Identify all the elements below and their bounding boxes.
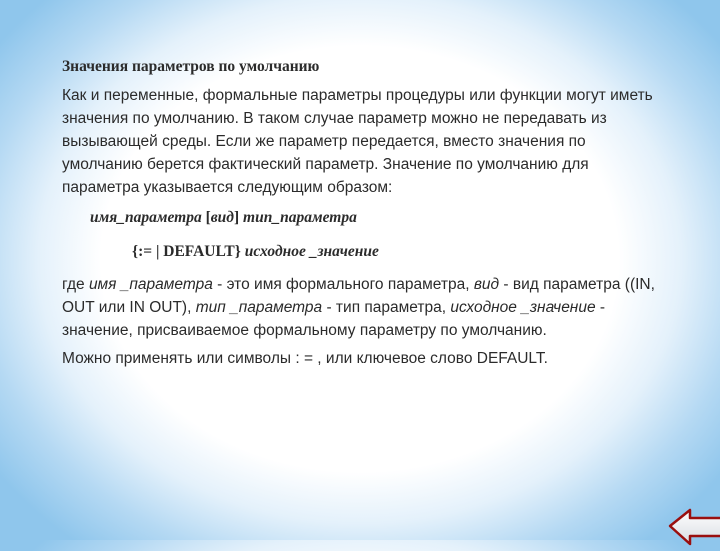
explanation-paragraph — [62, 273, 662, 342]
explanation-text-4: - тип параметра, — [322, 299, 451, 316]
syntax-mode-close: ] — [234, 209, 244, 226]
syntax-default-value: исходное _значение — [244, 243, 379, 260]
syntax-param-type: тип_параметра — [243, 209, 357, 226]
explanation-term-1: имя _параметра — [88, 276, 213, 293]
syntax-assign: {:= | DEFAULT} — [132, 243, 241, 260]
slide-heading: Значения параметров по умолчанию — [62, 58, 320, 75]
explanation-term-2: вид — [473, 276, 500, 293]
slide-content — [62, 56, 662, 370]
syntax-param-name: имя_параметра — [90, 209, 202, 226]
intro-paragraph: Как и переменные, формальные параметры процедуры или функции могут иметь значения по умолчанию. В таком случае параметр можно не передавать из вызывающей среды. Если же параметр передается, вместо значения по умолчанию берется фактический параметр. Значение по умолчанию для параметра указывается следующим образом: — [62, 87, 653, 196]
explanation-text-5: - значение, присваиваемое формальному параметру по умолчанию. — [62, 299, 606, 339]
explanation-text-3: - вид параметра ((IN, OUT или IN OUT), — [62, 276, 655, 316]
back-button[interactable] — [668, 508, 720, 546]
explanation-term-4: исходное _значение — [450, 299, 596, 316]
syntax-mode: вид — [210, 209, 234, 226]
explanation-text-2: - это имя формального параметра, — [212, 276, 474, 293]
explanation-text-1: где — [62, 276, 89, 293]
syntax-line-2 — [132, 241, 662, 263]
syntax-line-1 — [90, 207, 662, 229]
syntax-mode-open: [ — [201, 209, 211, 226]
explanation-term-3: тип _параметра — [195, 299, 323, 316]
closing-paragraph: Можно применять или символы : = , или ключевое слово DEFAULT. — [62, 350, 548, 367]
arrow-left-icon — [668, 508, 720, 546]
